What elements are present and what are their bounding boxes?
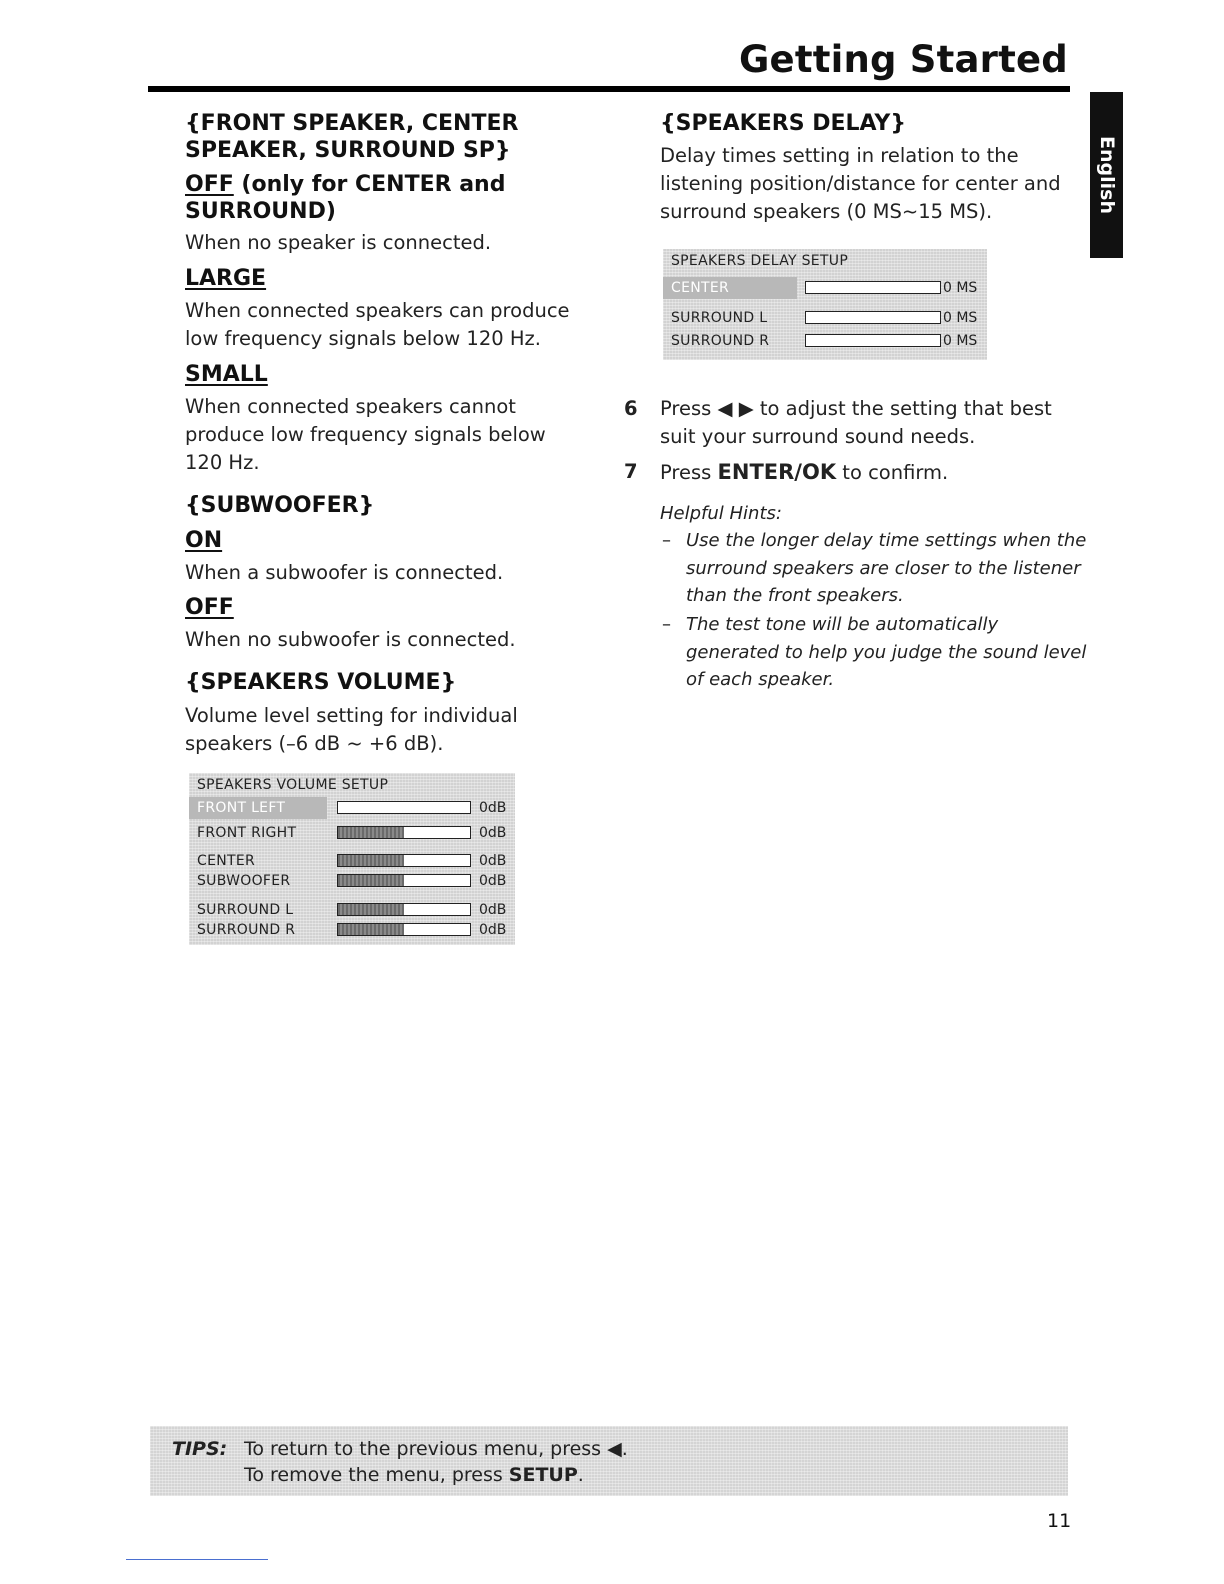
volume-row-label: SURROUND R	[197, 922, 296, 938]
speakers-delay-osd	[663, 249, 987, 360]
hint-1-line1: Use the longer delay time settings when the	[686, 530, 1087, 551]
off-option-label: OFF	[185, 172, 234, 197]
volume-bar-fill	[338, 924, 404, 935]
volume-bar[interactable]	[337, 903, 471, 916]
language-tab-label: English	[1095, 136, 1118, 214]
large-option-description	[185, 297, 570, 353]
large-desc-line1: When connected speakers can produce	[185, 299, 570, 322]
step-6-number: 6	[624, 397, 638, 420]
volume-row-value: 0dB	[479, 922, 507, 938]
volume-osd-title: SPEAKERS VOLUME SETUP	[197, 777, 389, 793]
on-option-description: When a subwoofer is connected.	[185, 561, 504, 584]
volume-row-label: SUBWOOFER	[197, 873, 291, 889]
off-option-note-line2: SURROUND)	[185, 199, 336, 224]
delay-row-label: SURROUND R	[671, 333, 770, 349]
volume-bar-fill	[338, 855, 404, 866]
footer-line	[126, 1559, 268, 1560]
step-6-text	[660, 395, 1052, 451]
tips-box	[150, 1426, 1068, 1496]
off-option-heading	[185, 171, 505, 225]
tips-line1: To return to the previous menu, press ◀.	[244, 1438, 628, 1460]
speakers-volume-description	[185, 702, 518, 758]
volume-row-label: FRONT LEFT	[197, 800, 286, 816]
volume-desc-line2: speakers (–6 dB ~ +6 dB).	[185, 732, 444, 755]
small-option-description	[185, 393, 546, 477]
volume-bar-fill	[338, 904, 404, 915]
speakers-delay-description	[660, 142, 1061, 226]
helpful-hints-title: Helpful Hints:	[660, 503, 782, 524]
volume-row-center[interactable]	[189, 850, 515, 872]
delay-desc-line1: Delay times setting in relation to the	[660, 144, 1019, 167]
enter-ok-key: ENTER/OK	[717, 460, 837, 484]
delay-osd-title: SPEAKERS DELAY SETUP	[671, 253, 849, 269]
volume-bar-fill	[338, 827, 404, 838]
on-option-label: ON	[185, 528, 223, 553]
small-option-label: SMALL	[185, 362, 268, 387]
volume-bar[interactable]	[337, 801, 471, 814]
off-option-description: When no speaker is connected.	[185, 231, 492, 254]
front-speaker-heading	[185, 110, 518, 164]
volume-row-surround-l[interactable]	[189, 899, 515, 921]
hint-2-line2: generated to help you judge the sound level	[686, 641, 1087, 663]
off2-option-description: When no subwoofer is connected.	[185, 628, 516, 651]
volume-row-label: SURROUND L	[197, 902, 294, 918]
delay-bar[interactable]	[805, 311, 941, 324]
hint-2-dash: –	[662, 614, 671, 635]
hint-2-line1: The test tone will be automatically	[686, 614, 999, 635]
setup-key: SETUP	[508, 1464, 578, 1486]
hint-1	[686, 527, 1086, 610]
language-tab	[1090, 92, 1123, 258]
page-title: Getting Started	[738, 38, 1068, 81]
hint-1-dash: –	[662, 530, 671, 551]
volume-row-front-right[interactable]	[189, 822, 515, 844]
step-7-number: 7	[624, 460, 638, 483]
small-desc-line3: 120 Hz.	[185, 451, 260, 474]
volume-row-label: FRONT RIGHT	[197, 825, 297, 841]
delay-bar[interactable]	[805, 334, 941, 347]
step-6-line1: Press ◀ ▶ to adjust the setting that best	[660, 397, 1052, 420]
delay-row-surround-r[interactable]	[663, 330, 987, 352]
off-option-note: (only for CENTER and	[233, 172, 506, 197]
speakers-volume-heading: {SPEAKERS VOLUME}	[185, 670, 457, 695]
front-speaker-heading-line1: {FRONT SPEAKER, CENTER	[185, 111, 519, 136]
large-desc-line2: low frequency signals below 120 Hz.	[185, 327, 541, 350]
off2-option-label: OFF	[185, 595, 234, 620]
volume-bar[interactable]	[337, 854, 471, 867]
delay-row-value: 0 MS	[943, 280, 978, 296]
delay-row-surround-l[interactable]	[663, 307, 987, 329]
volume-row-surround-r[interactable]	[189, 919, 515, 941]
delay-desc-line3: surround speakers (0 MS~15 MS).	[660, 200, 993, 223]
volume-row-value: 0dB	[479, 825, 507, 841]
delay-row-label: CENTER	[671, 280, 730, 296]
step-6-line2: suit your surround sound needs.	[660, 425, 976, 448]
volume-row-value: 0dB	[479, 800, 507, 816]
volume-row-label: CENTER	[197, 853, 256, 869]
large-option-label: LARGE	[185, 266, 267, 291]
volume-row-value: 0dB	[479, 873, 507, 889]
hint-2-line3: of each speaker.	[686, 669, 835, 690]
hint-1-line3: than the front speakers.	[686, 585, 904, 606]
volume-bar[interactable]	[337, 923, 471, 936]
speakers-delay-heading: {SPEAKERS DELAY}	[660, 111, 907, 136]
volume-bar[interactable]	[337, 826, 471, 839]
front-speaker-heading-line2: SPEAKER, SURROUND SP}	[185, 138, 511, 163]
tips-line2	[244, 1464, 584, 1486]
volume-row-value: 0dB	[479, 853, 507, 869]
volume-desc-line1: Volume level setting for individual	[185, 704, 518, 727]
speakers-volume-osd	[189, 773, 515, 945]
step-7-pre: Press	[660, 461, 718, 484]
header-rule	[148, 86, 1070, 92]
tips-label: TIPS:	[172, 1438, 228, 1460]
small-desc-line1: When connected speakers cannot	[185, 395, 516, 418]
tips-line2-post: .	[577, 1464, 584, 1486]
tips-line2-pre: To remove the menu, press	[244, 1464, 509, 1486]
subwoofer-heading: {SUBWOOFER}	[185, 493, 375, 518]
delay-row-value: 0 MS	[943, 333, 978, 349]
step-7-post: to confirm.	[836, 461, 949, 484]
hint-2	[686, 611, 1086, 694]
delay-row-value: 0 MS	[943, 310, 978, 326]
volume-row-value: 0dB	[479, 902, 507, 918]
delay-row-center[interactable]	[663, 277, 987, 299]
delay-desc-line2: listening position/distance for center and	[660, 172, 1061, 195]
volume-bar-fill	[338, 875, 404, 886]
volume-row-front-left[interactable]	[189, 797, 515, 819]
hint-1-line2: surround speakers are closer to the listener	[686, 557, 1081, 579]
delay-bar[interactable]	[805, 281, 941, 294]
step-7-text	[660, 458, 948, 487]
page-number: 11	[1047, 1510, 1072, 1532]
small-desc-line2: produce low frequency signals below	[185, 423, 546, 446]
volume-bar[interactable]	[337, 874, 471, 887]
delay-row-label: SURROUND L	[671, 310, 768, 326]
volume-row-subwoofer[interactable]	[189, 870, 515, 892]
